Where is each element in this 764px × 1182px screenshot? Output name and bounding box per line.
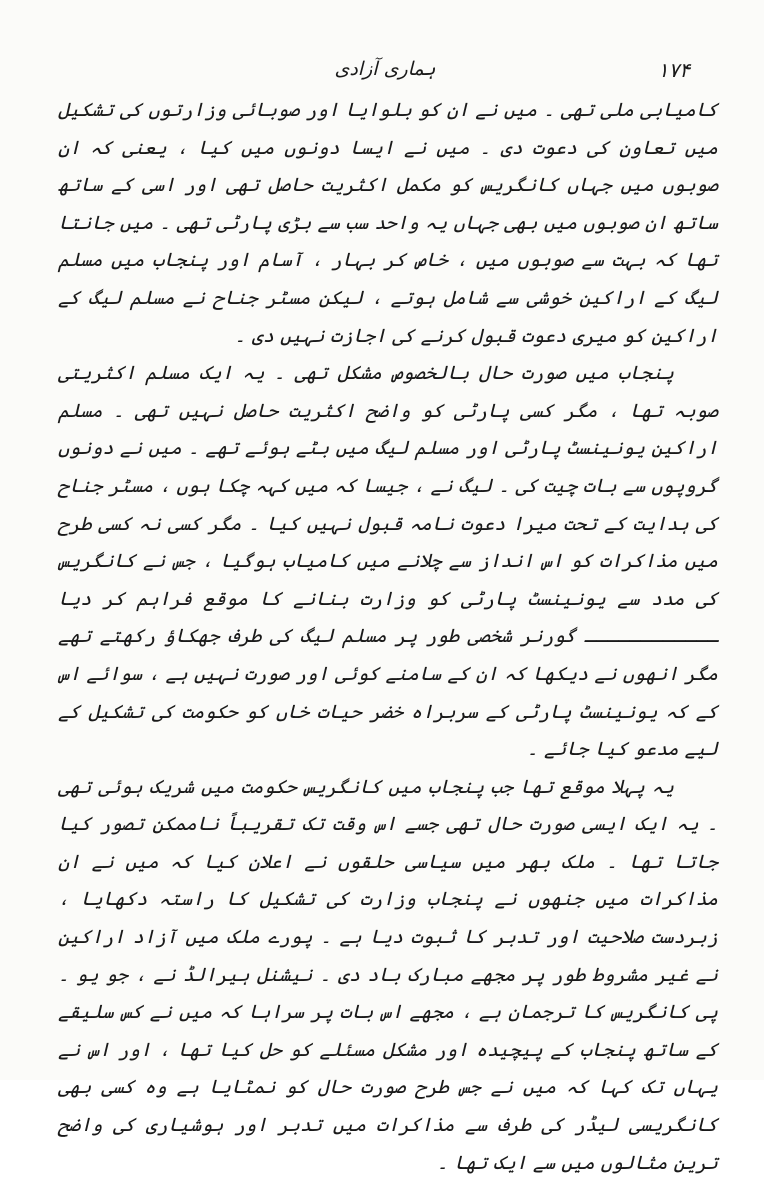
body-text (58, 92, 718, 1182)
paragraph: کامیابی ملی تھی ۔ میں نے ان کو بلوایا اور صوبائی وزارتوں کی تشکیل میں تعاون کی دعوت دی ۔ میں نے ایسا دونوں میں کیا ، یعنی کہ ان صوبوں میں جہاں کانگریس کو مکمل اکثریت حاصل تھی اور اسی کے ساتھ ساتھ ان صوبوں میں بھی جہاں یہ واحد سب سے بڑی پارٹی تھی ۔ میں جانتا تھا کہ بہت سے صوبوں میں ، خاص کر بہار ، آسام اور پنجاب میں مسلم لیگ کے اراکین خوشی سے شامل ہوتے ، لیکن مسٹر جناح نے مسلم لیگ کے اراکین کو میری دعوت قبول کرنے کی اجازت نہیں دی ۔ (58, 99, 718, 347)
page-number: ۱۷۴ (657, 58, 690, 82)
running-title: ہماری آزادی (334, 58, 436, 80)
paragraph: یہ پہلا موقع تھا جب پنجاب میں کانگریس حکومت میں شریک ہوئی تھی ۔ یہ ایک ایسی صورت حال تھی جسے اس وقت تک تقریباً ناممکن تصور کیا جاتا تھا ۔ ملک بھر میں سیاسی حلقوں نے اعلان کیا کہ میں نے ان مذاکرات میں جنھوں نے پنجاب وزارت کی تشکیل کا راستہ دکھایا ، زبردست صلاحیت اور تدبر کا ثبوت دیا ہے ۔ پورے ملک میں آزاد اراکین نے غیر مشروط طور پر مجھے مبارک باد دی ۔ نیشنل ہیرالڈ نے ، جو یو ۔ پی کانگریس کا ترجمان ہے ، مجھے اس بات پر سراہا کہ میں نے کس سلیقے کے ساتھ پنجاب کے پیچیدہ اور مشکل مسئلے کو حل کیا تھا ، اور اس نے یہاں تک کہا کہ میں نے جس طرح صورت حال کو نمٹایا ہے وہ کسی بھی کانگریسی لیڈر کی طرف سے مذاکرات میں تدبر اور ہوشیاری کی واضح ترین مثالوں میں سے ایک تھا ۔ (58, 775, 718, 1174)
paragraph: پنجاب میں صورت حال بالخصوص مشکل تھی ۔ یہ ایک مسلم اکثریتی صوبہ تھا ، مگر کسی پارٹی کو واضح اکثریت حاصل نہیں تھی ۔ مسلم اراکین یونینسٹ پارٹی اور مسلم لیگ میں بٹے ہوئے تھے ۔ میں نے دونوں گروپوں سے بات چیت کی ۔ لیگ نے ، جیسا کہ میں کہہ چکا ہوں ، مسٹر جناح کی ہدایت کے تحت میرا دعوت نامہ قبول نہیں کیا ۔ مگر کسی نہ کسی طرح میں مذاکرات کو اس انداز سے چلانے میں کامیاب ہوگیا ، جس نے کانگریس کی مدد سے یونینسٹ پارٹی کو وزارت بنانے کا موقع فراہم کر دیا ــــــــــــ گورنر شخصی طور پر مسلم لیگ کی طرف جھکاؤ رکھتے تھے مگر انھوں نے دیکھا کہ ان کے سامنے کوئی اور صورت نہیں ہے ، سوائے اس کے کہ یونینسٹ پارٹی کے سربراہ خضر حیات خاں کو حکومت کی تشکیل کے لیے مدعو کیا جائے ۔ (58, 362, 718, 761)
page-header (60, 58, 710, 90)
